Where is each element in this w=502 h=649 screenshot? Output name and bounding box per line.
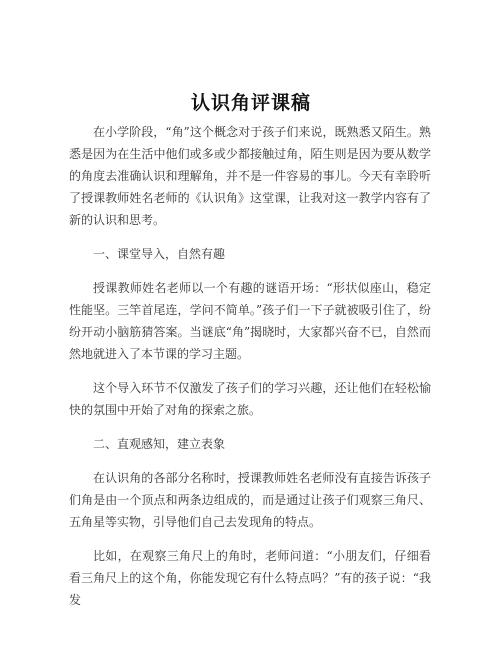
paragraph-intro: 在小学阶段，“角”这个概念对于孩子们来说，既熟悉又陌生。熟悉是因为在生活中他们或多或少都接触过角，陌生则是因为要从数学的角度去准确认识和理解角，并不是一件容易的事儿。今天有幸聆听了授课教师姓名老师的《认识角》这堂课，让我对这一教学内容有了新的认识和思考。 bbox=[69, 125, 431, 227]
paragraph-section-1-b: 这个导入环节不仅激发了孩子们的学习兴趣，还让他们在轻松愉快的氛围中开始了对角的探索之旅。 bbox=[69, 381, 431, 417]
section-heading-2: 二、直观感知，建立表象 bbox=[93, 437, 226, 451]
section-heading-1: 一、课堂导入，自然有趣 bbox=[93, 247, 226, 261]
paragraph-section-2-a: 在认识角的各部分名称时，授课教师姓名老师没有直接告诉孩子们角是由一个顶点和两条边组成的，而是通过让孩子们观察三角尺、五角星等实物，引导他们自己去发现角的特点。 bbox=[69, 471, 431, 529]
paragraph-section-2-b: 比如，在观察三角尺上的角时，老师问道：“小朋友们，仔细看看三角尺上的这个角，你能发现它有什么特点吗？”有的孩子说：“我发 bbox=[69, 549, 431, 607]
document-body bbox=[69, 121, 431, 623]
document-title: 认识角评课稿 bbox=[190, 92, 311, 114]
paragraph-section-1-a: 授课教师姓名老师以一个有趣的谜语开场：“形状似座山，稳定性能坚。三竿首尾连，学问不简单。”孩子们一下子就被吸引住了，纷纷开动小脑筋猜答案。当谜底“角”揭晓时，大家都兴奋不已，自然而然地就进入了本节课的学习主题。 bbox=[69, 281, 431, 361]
